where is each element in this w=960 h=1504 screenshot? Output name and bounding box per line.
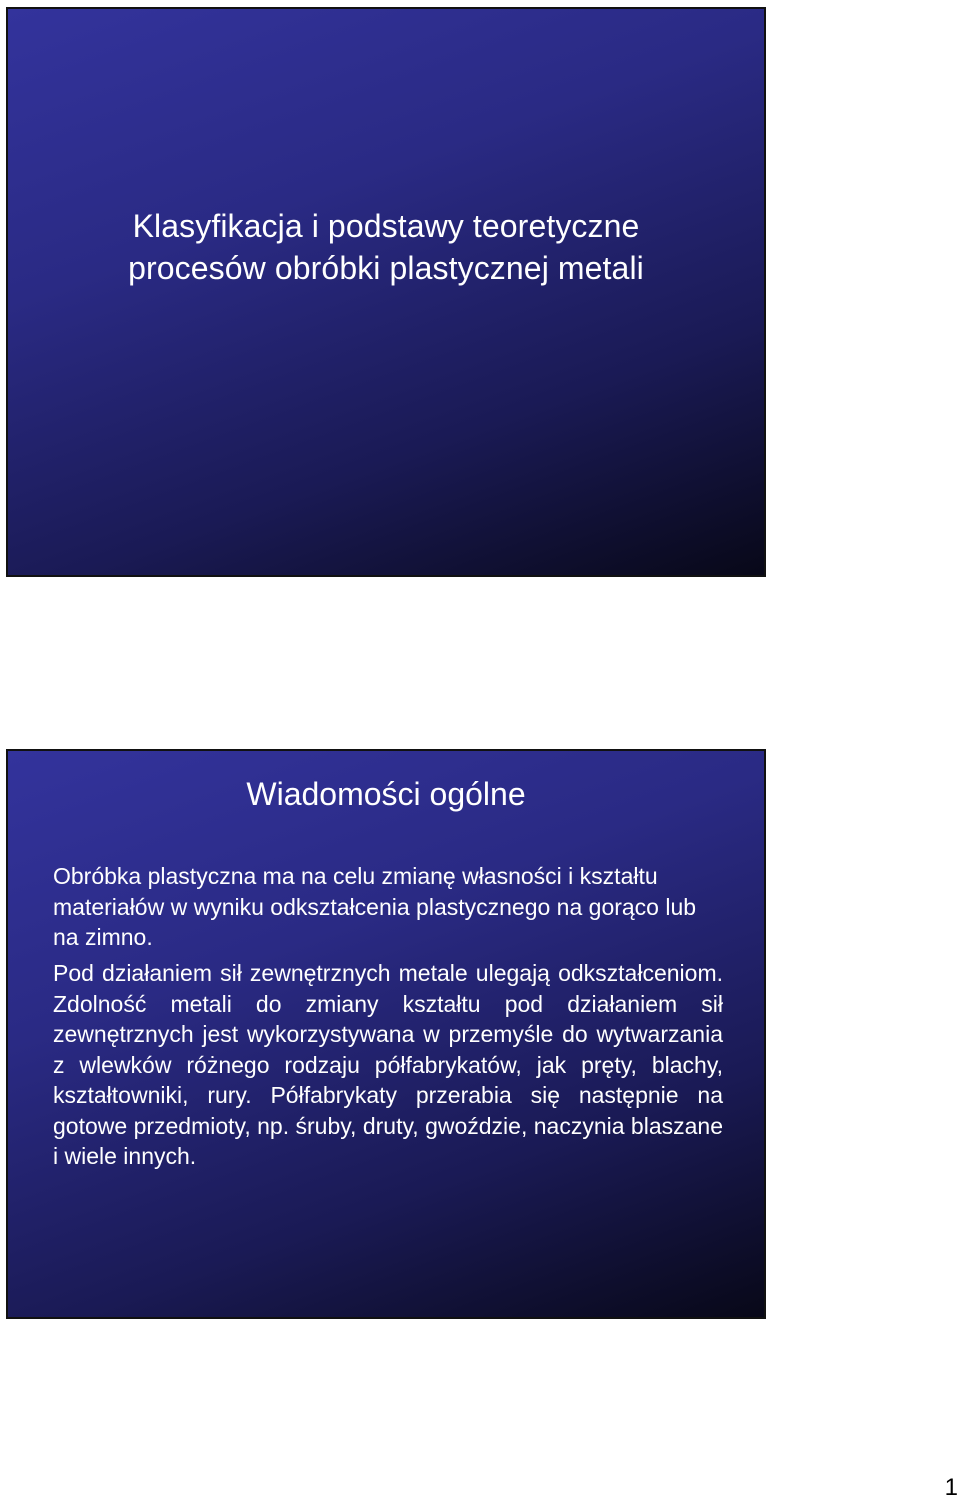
slide-2 — [6, 749, 766, 1319]
slide-1-title — [8, 205, 764, 289]
slide-2-paragraph-1: Obróbka plastyczna ma na celu zmianę własności i kształtu materiałów w wyniku odkształcenia plastycznego na gorąco lub na zimno. — [53, 863, 697, 950]
slide-2-paragraph-2: Pod działaniem sił zewnętrznych metale ulegają odkształceniom. Zdolność metali do zmiany kształtu pod działaniem sił zewnętrznych jest wykorzystywana w przemyśle do wytwarzania z wlewków różnego rodzaju półfabrykatów, jak pręty, blachy, kształtowniki, rury. Półfabrykaty przerabia się następnie na gotowe przedmioty, np. śruby, druty, gwoździe, naczynia blaszane i wiele innych. — [53, 960, 723, 1169]
slide-2-title: Wiadomości ogólne — [246, 776, 526, 812]
page-number: 1 — [944, 1474, 958, 1501]
slide-1-title-line-2: procesów obróbki plastycznej metali — [128, 250, 644, 286]
slide-1-title-line-1: Klasyfikacja i podstawy teoretyczne — [132, 208, 640, 244]
slide-1 — [6, 7, 766, 577]
